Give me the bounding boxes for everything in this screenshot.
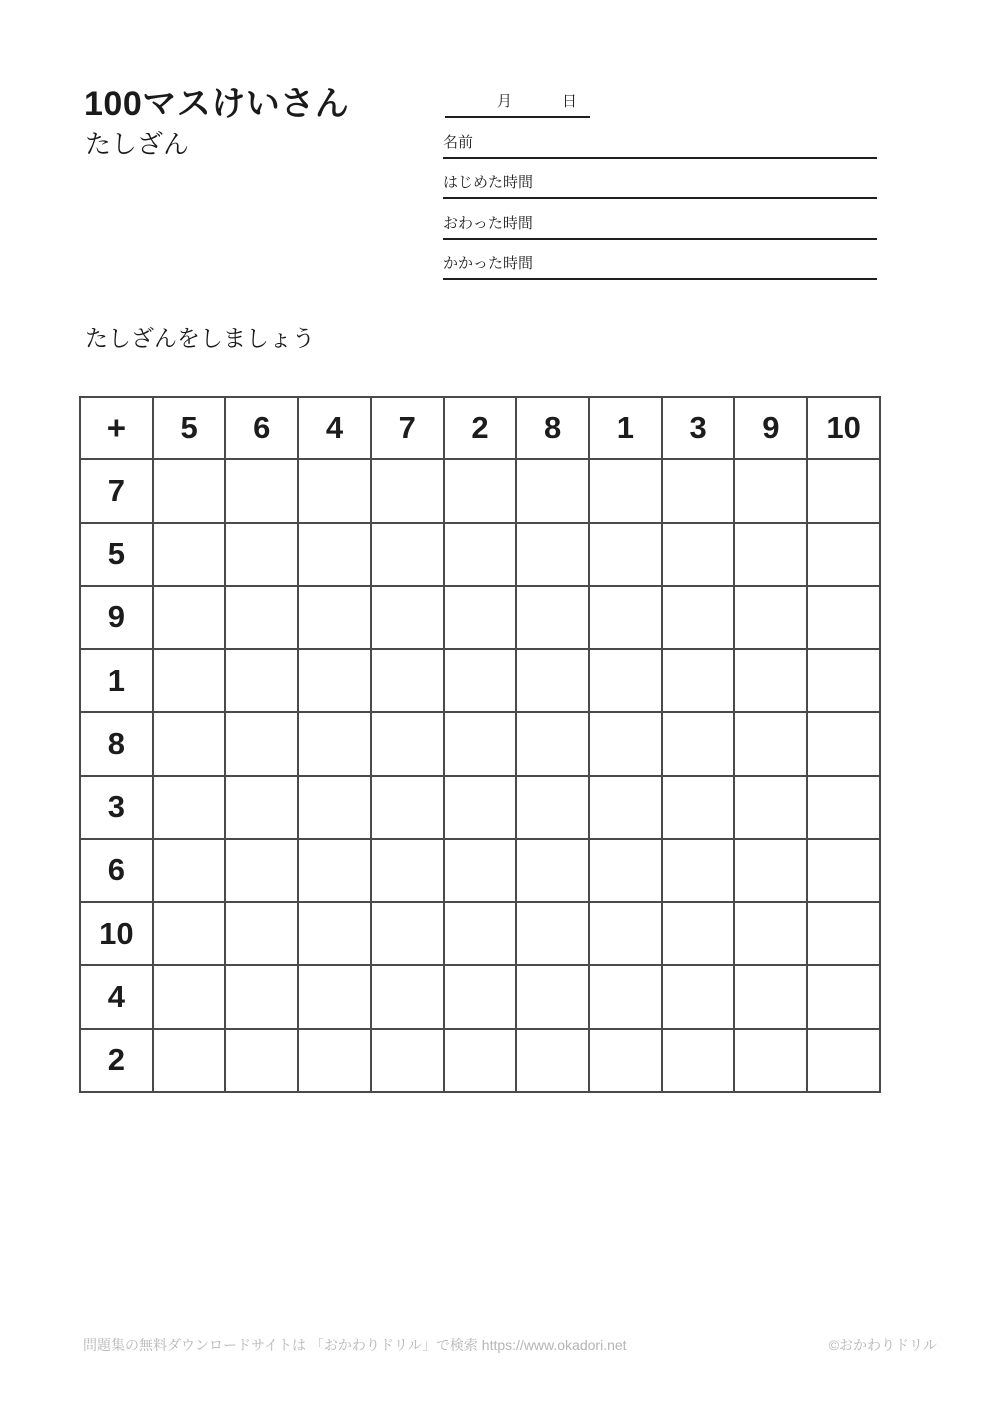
grid-answer-cell <box>225 839 298 902</box>
grid-answer-cell <box>371 523 444 586</box>
grid-answer-cell <box>589 902 662 965</box>
grid-row-header: 8 <box>80 712 153 775</box>
grid-answer-cell <box>444 776 517 839</box>
grid-answer-cell <box>662 902 735 965</box>
grid-col-header: 2 <box>444 397 517 459</box>
grid-answer-cell <box>516 902 589 965</box>
grid-row <box>80 712 880 775</box>
grid-answer-cell <box>662 776 735 839</box>
grid-answer-cell <box>662 459 735 522</box>
grid-row-header: 2 <box>80 1029 153 1092</box>
grid-answer-cell <box>589 839 662 902</box>
grid-answer-cell <box>589 965 662 1028</box>
grid-answer-cell <box>444 902 517 965</box>
grid-answer-cell <box>444 965 517 1028</box>
grid-answer-cell <box>734 776 807 839</box>
grid-answer-cell <box>807 649 880 712</box>
grid-answer-cell <box>589 586 662 649</box>
end-time-label: おわった時間 <box>443 215 533 232</box>
grid-answer-cell <box>298 523 371 586</box>
grid-answer-cell <box>444 523 517 586</box>
elapsed-time-field <box>443 252 877 280</box>
grid-answer-cell <box>298 776 371 839</box>
grid-col-header: 8 <box>516 397 589 459</box>
grid-answer-cell <box>662 839 735 902</box>
grid-answer-cell <box>662 1029 735 1092</box>
grid-col-header: 6 <box>225 397 298 459</box>
grid-answer-cell <box>225 712 298 775</box>
grid-answer-cell <box>371 965 444 1028</box>
grid-answer-cell <box>662 586 735 649</box>
grid-answer-cell <box>734 586 807 649</box>
grid-row <box>80 965 880 1028</box>
grid-answer-cell <box>807 965 880 1028</box>
grid-answer-cell <box>444 712 517 775</box>
grid-row-header: 9 <box>80 586 153 649</box>
grid-answer-cell <box>807 586 880 649</box>
grid-row <box>80 902 880 965</box>
grid-row <box>80 839 880 902</box>
grid-answer-cell <box>371 902 444 965</box>
name-label: 名前 <box>443 134 474 151</box>
grid-answer-cell <box>371 712 444 775</box>
grid-answer-cell <box>153 459 226 522</box>
grid-answer-cell <box>807 712 880 775</box>
grid-answer-cell <box>516 712 589 775</box>
grid-answer-cell <box>444 1029 517 1092</box>
grid-answer-cell <box>225 902 298 965</box>
grid-operator-cell: + <box>80 397 153 459</box>
grid-answer-cell <box>734 965 807 1028</box>
grid-answer-cell <box>225 649 298 712</box>
grid-answer-cell <box>153 776 226 839</box>
grid-answer-cell <box>807 1029 880 1092</box>
grid-answer-cell <box>807 839 880 902</box>
grid-col-header: 10 <box>807 397 880 459</box>
grid-row-header: 7 <box>80 459 153 522</box>
grid-answer-cell <box>662 649 735 712</box>
grid-answer-cell <box>662 965 735 1028</box>
grid-row-header: 6 <box>80 839 153 902</box>
grid-answer-cell <box>734 523 807 586</box>
grid-answer-cell <box>371 776 444 839</box>
grid-answer-cell <box>516 523 589 586</box>
grid-answer-cell <box>589 649 662 712</box>
grid-row <box>80 523 880 586</box>
grid-answer-cell <box>516 459 589 522</box>
grid-answer-cell <box>807 523 880 586</box>
grid-answer-cell <box>298 902 371 965</box>
grid-answer-cell <box>153 523 226 586</box>
calc-grid <box>79 396 881 1093</box>
day-label: 日 <box>562 93 578 110</box>
grid-answer-cell <box>734 712 807 775</box>
grid-answer-cell <box>153 839 226 902</box>
grid-answer-cell <box>153 712 226 775</box>
grid-answer-cell <box>516 586 589 649</box>
grid-answer-cell <box>444 586 517 649</box>
instruction-text: たしざんをしましょう <box>85 325 315 351</box>
grid-answer-cell <box>516 839 589 902</box>
grid-col-header: 7 <box>371 397 444 459</box>
grid-answer-cell <box>225 776 298 839</box>
grid-answer-cell <box>298 459 371 522</box>
grid-answer-cell <box>371 1029 444 1092</box>
start-time-label: はじめた時間 <box>443 174 534 191</box>
grid-answer-cell <box>153 1029 226 1092</box>
name-field <box>443 130 877 159</box>
grid-col-header: 1 <box>589 397 662 459</box>
grid-answer-cell <box>589 459 662 522</box>
footer-site-credit: 問題集の無料ダウンロードサイトは 「おかわりドリル」で検索 https://www.okadori.net <box>83 1337 627 1353</box>
grid-answer-cell <box>225 586 298 649</box>
grid-answer-cell <box>225 965 298 1028</box>
grid-row <box>80 459 880 522</box>
grid-answer-cell <box>444 459 517 522</box>
grid-answer-cell <box>807 902 880 965</box>
grid-answer-cell <box>662 523 735 586</box>
grid-answer-cell <box>153 902 226 965</box>
grid-answer-cell <box>371 649 444 712</box>
grid-answer-cell <box>225 523 298 586</box>
grid-answer-cell <box>807 776 880 839</box>
grid-answer-cell <box>298 712 371 775</box>
grid-answer-cell <box>298 586 371 649</box>
grid-answer-cell <box>444 649 517 712</box>
grid-answer-cell <box>662 712 735 775</box>
grid-answer-cell <box>298 649 371 712</box>
grid-answer-cell <box>807 459 880 522</box>
grid-answer-cell <box>371 459 444 522</box>
grid-row-header: 5 <box>80 523 153 586</box>
grid-header-row <box>80 397 880 459</box>
month-label: 月 <box>497 93 513 110</box>
grid-answer-cell <box>589 1029 662 1092</box>
grid-answer-cell <box>516 649 589 712</box>
grid-answer-cell <box>298 965 371 1028</box>
grid-answer-cell <box>153 649 226 712</box>
grid-answer-cell <box>734 459 807 522</box>
grid-row-header: 1 <box>80 649 153 712</box>
grid-answer-cell <box>734 902 807 965</box>
grid-row <box>80 649 880 712</box>
grid-answer-cell <box>444 839 517 902</box>
grid-col-header: 3 <box>662 397 735 459</box>
grid-answer-cell <box>734 839 807 902</box>
grid-answer-cell <box>734 1029 807 1092</box>
page-subtitle: たしざん <box>85 129 190 159</box>
elapsed-time-label: かかった時間 <box>443 255 534 272</box>
grid-answer-cell <box>734 649 807 712</box>
footer-copyright: ©おかわりドリル <box>828 1337 937 1353</box>
grid-answer-cell <box>516 1029 589 1092</box>
grid-answer-cell <box>371 586 444 649</box>
grid-col-header: 9 <box>734 397 807 459</box>
grid-answer-cell <box>371 839 444 902</box>
grid-row-header: 4 <box>80 965 153 1028</box>
grid-answer-cell <box>298 839 371 902</box>
grid-answer-cell <box>589 712 662 775</box>
grid-row-header: 10 <box>80 902 153 965</box>
grid-col-header: 4 <box>298 397 371 459</box>
grid-answer-cell <box>153 965 226 1028</box>
grid-row <box>80 586 880 649</box>
grid-answer-cell <box>589 776 662 839</box>
end-time-field <box>443 212 877 240</box>
grid-answer-cell <box>225 459 298 522</box>
date-field <box>445 90 590 118</box>
grid-answer-cell <box>225 1029 298 1092</box>
grid-answer-cell <box>589 523 662 586</box>
grid-answer-cell <box>516 776 589 839</box>
grid-row <box>80 1029 880 1092</box>
grid-answer-cell <box>516 965 589 1028</box>
grid-answer-cell <box>298 1029 371 1092</box>
grid-row <box>80 776 880 839</box>
start-time-field <box>443 171 877 199</box>
grid-col-header: 5 <box>153 397 226 459</box>
page-title: 100マスけいさん <box>84 85 350 123</box>
grid-row-header: 3 <box>80 776 153 839</box>
grid-answer-cell <box>153 586 226 649</box>
